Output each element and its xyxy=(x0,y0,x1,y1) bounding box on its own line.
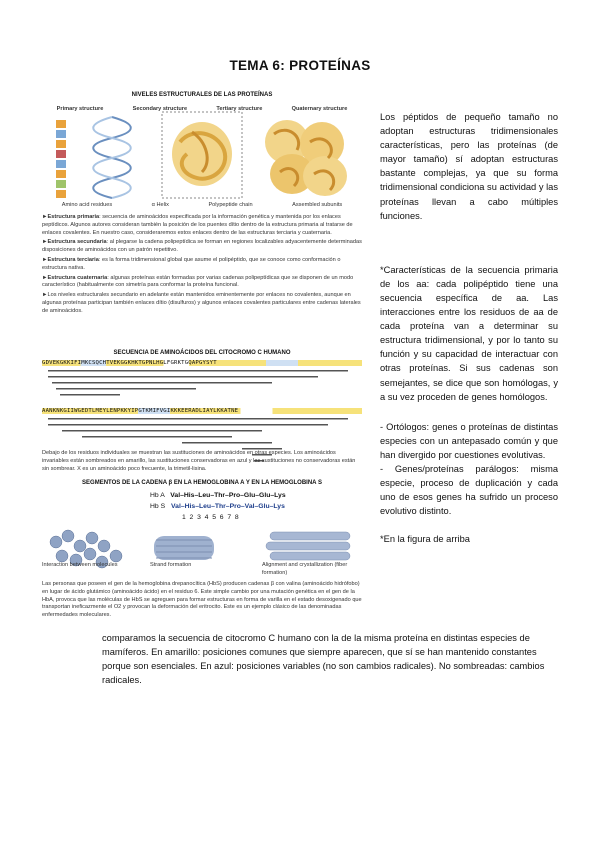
secondary-structure-graphic xyxy=(93,117,131,198)
level-label-quaternary: Quaternary structure xyxy=(291,106,348,112)
sequence-figure-title: SECUENCIA DE AMINOÁCIDOS DEL CITOCROMO C HUMANO xyxy=(113,350,291,356)
primary-structure-graphic xyxy=(56,120,66,198)
hba-row xyxy=(150,492,286,499)
stage-label-alignment: Alignment and crystallization (fiber formation) xyxy=(262,562,348,576)
def-tertiary: ►Estructura terciaria: es la forma tridimensional global que asume el polipéptido, que se conoce como conformación o estructura nativa. xyxy=(42,256,341,271)
structure-definitions xyxy=(42,214,362,316)
page-title: TEMA 6: PROTEÍNAS xyxy=(229,58,371,73)
hemoglobin-figure-title: SEGMENTOS DE LA CADENA β EN LA HEMOGLOBINA A Y EN LA HEMOGLOBINA S xyxy=(82,480,322,486)
paragraph-figure-note-start: *En la figura de arriba xyxy=(380,534,470,545)
level-sublabels xyxy=(42,202,362,210)
sublabel-assembled: Assembled subunits xyxy=(292,202,343,208)
sequence-row-2: AANKNKGIIWGEDTLMEYLENPKKYIPGTKMIFVGIKKKEERADLIAYLKKATNE xyxy=(42,408,362,414)
stage-label-strand: Strand formation xyxy=(150,562,192,568)
sublabel-polypeptide: Polypeptide chain xyxy=(208,202,253,208)
tertiary-structure-graphic xyxy=(172,122,232,186)
level-label-secondary: Secondary structure xyxy=(132,106,188,112)
hba-label: Hb A xyxy=(150,492,165,499)
def-quaternary: ►Estructura cuaternaria: algunas proteínas están formadas por varias cadenas polipeptídicas que se disponen de un modo característico (habitualmente con simetría para conformar la proteína funcional. xyxy=(42,274,354,289)
substitutions-block-1 xyxy=(42,368,362,408)
stage-label-interaction: Interaction between molecules xyxy=(42,562,118,568)
hbs-row xyxy=(150,503,285,510)
hbs-sequence: Val–His–Leu–Thr–Pro–Val–Glu–Lys xyxy=(171,503,285,510)
structure-levels-illustration xyxy=(42,102,362,212)
level-labels xyxy=(42,106,362,114)
paragraph-orthologs: - Ortólogos: genes o proteínas de distintas especies con un antepasado común y que han divergido por cuestiones evolutivas. xyxy=(380,421,558,460)
quaternary-structure-graphic xyxy=(265,120,347,196)
def-note: ►Los niveles estructurales secundario en adelante están mantenidos eminentemente por enlaces no covalentes, aunque en algunas proteínas participan también enlaces dítio (disulfuros) y algunos enlaces covalentes particulares entre cadenas laterales de aminoácidos. xyxy=(42,292,361,314)
sequence-row-1: GDVEKGKKIFIMKCSQCHTVEKGGKHKTGPNLHGLFGRKTGQAPGYSYT xyxy=(42,360,362,366)
hb-positions: 1 2 3 4 5 6 7 8 xyxy=(182,514,239,521)
def-primary: ►Estructura primaria: secuencia de aminoácidos especificada por la información genética y mantenida por los enlaces peptídicos. Algunos autores consideran también la posición de los puentes dítio dentro de la estructura primaria al tratarse de enlaces covalentes. En nuestro caso, consideraremos estos enlaces dentro de las estructuras terciaria y cuaternaria. xyxy=(42,214,353,236)
figure-panel xyxy=(42,92,362,627)
def-secondary: ►Estructura secundaria: al plegarse la cadena polipeptídica se forman en regiones localizables adyacentemente determinadas disposiciones de aminoácidos con un patrón repetitivo. xyxy=(42,239,362,254)
paragraph-paralogs: - Genes/proteínas parálogos: misma especie, proceso de duplicación y cada uno de esos genes ha sufrido un proceso evolutivo distinto. xyxy=(380,463,558,517)
paragraph-primary-sequence: *Características de la secuencia primaria de los aa: cada polipéptido tiene una secuencia específica de aa. Las interacciones entre los residuos de aa de cada proteína van a determinar su estructura tridimensional, y por lo tanto su función y su capacidad de interactuar con otras proteínas. Si sus cadenas son semejantes, se dice que son homólogas, y a su vez proceden de genes homólogos. xyxy=(380,264,558,402)
bottom-paragraph: comparamos la secuencia de citocromo C humano con la de la misma proteína en distintas especies de mamíferos. En amarillo: posiciones comunes que siempre aparecen, que sí se han mantenido constantes porque son esenciales. En azul: posiciones variables (no son cambios radicales). No sombreadas: cambios radicales. xyxy=(102,633,545,686)
paragraph-peptides: Los péptidos de pequeño tamaño no adoptan estructuras tridimensionales características, pero las proteínas (de mayor tamaño) sí adoptan estructuras bastante complejas, ya que su forma tridimensional condiciona su actividad y las proteínas llevan a cabo múltiples funciones. xyxy=(380,112,558,221)
levels-figure-title: NIVELES ESTRUCTURALES DE LAS PROTEÍNAS xyxy=(131,92,273,98)
hbs-label: Hb S xyxy=(150,503,166,510)
right-column-text xyxy=(380,110,558,546)
level-label-primary: Primary structure xyxy=(56,106,104,112)
hemoglobin-caption: Las personas que poseen el gen de la hemoglobina drepanocítica (HbS) producen cadenas β con valina (aminoácido hidrófobo) en lugar de ácido glutámico (aminoácido ácido) en el residuo 6. Este simple cambio por una mutación genética en el gen de la HbA, provoca que las moléculas de HbS se agreguen para formar estructuras en forma de varilla en el estado desoxigenado que transportan ineficazmente el O2 y provocan la deformación del eritrocito. Este es un ejemplo clásico de las denominadas enfermedades moleculares. xyxy=(42,581,362,619)
hba-sequence: Val–His–Leu–Thr–Pro–Glu–Glu–Lys xyxy=(170,492,286,499)
level-label-tertiary: Tertiary structure xyxy=(216,106,263,112)
sublabel-amino-acid: Amino acid residues xyxy=(61,202,113,208)
sublabel-helix: α Helix xyxy=(151,202,169,208)
sequence-caption: Debajo de los residuos individuales se muestran las sustituciones de aminoácidos en otras especies. Los aminoácidos invariables están sombreados en amarillo, las sustituciones conservadoras en azul y las sustituciones no conservadoras están sin sombrear. X es un aminoácido poco frecuente, la trimetil-lisina. xyxy=(42,450,356,472)
